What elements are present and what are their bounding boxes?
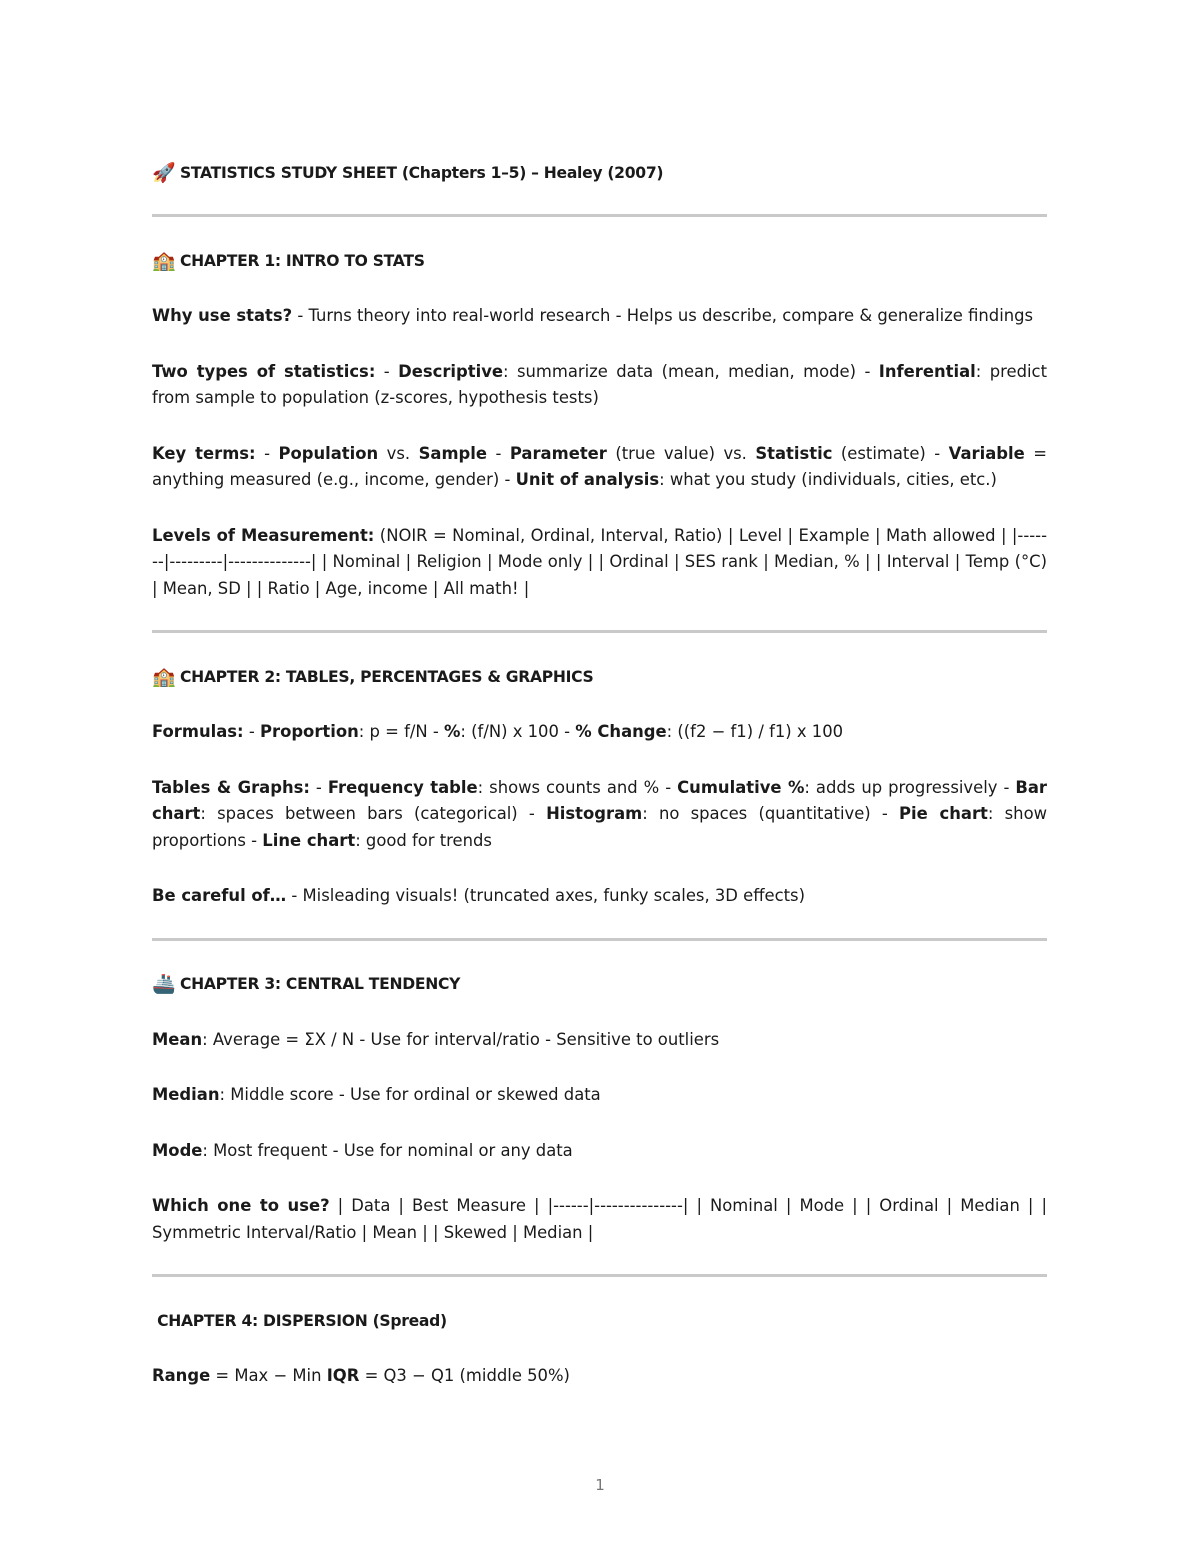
chapter-3-title: CHAPTER 3: CENTRAL TENDENCY bbox=[180, 975, 461, 994]
divider bbox=[152, 938, 1047, 941]
range-and-iqr: Range = Max − Min IQR = Q3 − Q1 (middle 50%) bbox=[152, 1366, 570, 1385]
school-icon: 🏫 bbox=[152, 249, 176, 272]
document-page bbox=[152, 156, 1047, 1390]
key-terms: Key terms: - Population vs. Sample - Parameter (true value) vs. Statistic (estimate) - Variable = anything measured (e.g., income, gender) - Unit of analysis: what you study (individuals, cities, etc.) bbox=[152, 443, 1047, 489]
levels-of-measurement: Levels of Measurement: (NOIR = Nominal, Ordinal, Interval, Ratio) | Level | Example | Math allowed | |-------|---------|--------------| | Nominal | Religion | Mode only | | Ordinal | SES rank | Median, % | | Interval | Temp (°C) | Mean, SD | | Ratio | Age, income | All math! | bbox=[152, 525, 1047, 598]
chapter-1-heading bbox=[152, 246, 1047, 276]
chapter-2-heading bbox=[152, 662, 1047, 692]
chapter-3-heading bbox=[152, 970, 1047, 1000]
chapter-4-title: CHAPTER 4: DISPERSION (Spread) bbox=[152, 1311, 447, 1330]
chapter-4-heading bbox=[152, 1306, 1047, 1336]
mode: Mode: Most frequent - Use for nominal or any data bbox=[152, 1140, 573, 1160]
divider bbox=[152, 214, 1047, 217]
divider bbox=[152, 1274, 1047, 1277]
divider bbox=[152, 630, 1047, 633]
page-number: 1 bbox=[595, 1476, 605, 1494]
chapter-2-title: CHAPTER 2: TABLES, PERCENTAGES & GRAPHICS bbox=[180, 667, 594, 686]
which-one-to-use: Which one to use? | Data | Best Measure | |------|---------------| | Nominal | Mode | | Ordinal | Median | | Symmetric Interval/Ratio | Mean | | Skewed | Median | bbox=[152, 1196, 1047, 1242]
school-icon: 🏫 bbox=[152, 665, 176, 688]
median: Median: Middle score - Use for ordinal or skewed data bbox=[152, 1085, 601, 1104]
ship-icon: 🚢 bbox=[152, 973, 176, 996]
be-careful-of: Be careful of… - Misleading visuals! (truncated axes, funky scales, 3D effects) bbox=[152, 886, 805, 905]
title-text: STATISTICS STUDY SHEET (Chapters 1–5) – Healey (2007) bbox=[180, 163, 664, 182]
mean: Mean: Average = ΣX / N - Use for interval/ratio - Sensitive to outliers bbox=[152, 1029, 720, 1049]
tables-and-graphs: Tables & Graphs: - Frequency table: shows counts and % - Cumulative %: adds up progressively - Bar chart: spaces between bars (categorical) - Histogram: no spaces (quantitative) - Pie chart: show proportions - Line chart: good for trends bbox=[152, 777, 1047, 850]
why-use-stats: Why use stats? - Turns theory into real-world research - Helps us describe, compare & generalize findings bbox=[152, 306, 1034, 325]
chapter-1-title: CHAPTER 1: INTRO TO STATS bbox=[180, 251, 425, 270]
two-types-of-statistics: Two types of statistics: - Descriptive: summarize data (mean, median, mode) - Inferential: predict from sample to population (z-scores, hypothesis tests) bbox=[152, 361, 1047, 407]
rocket-icon: 🚀 bbox=[152, 161, 176, 184]
formulas: Formulas: - Proportion: p = f/N - %: (f/N) x 100 - % Change: ((f2 − f1) / f1) x 100 bbox=[152, 722, 844, 741]
document-title bbox=[152, 158, 1047, 188]
